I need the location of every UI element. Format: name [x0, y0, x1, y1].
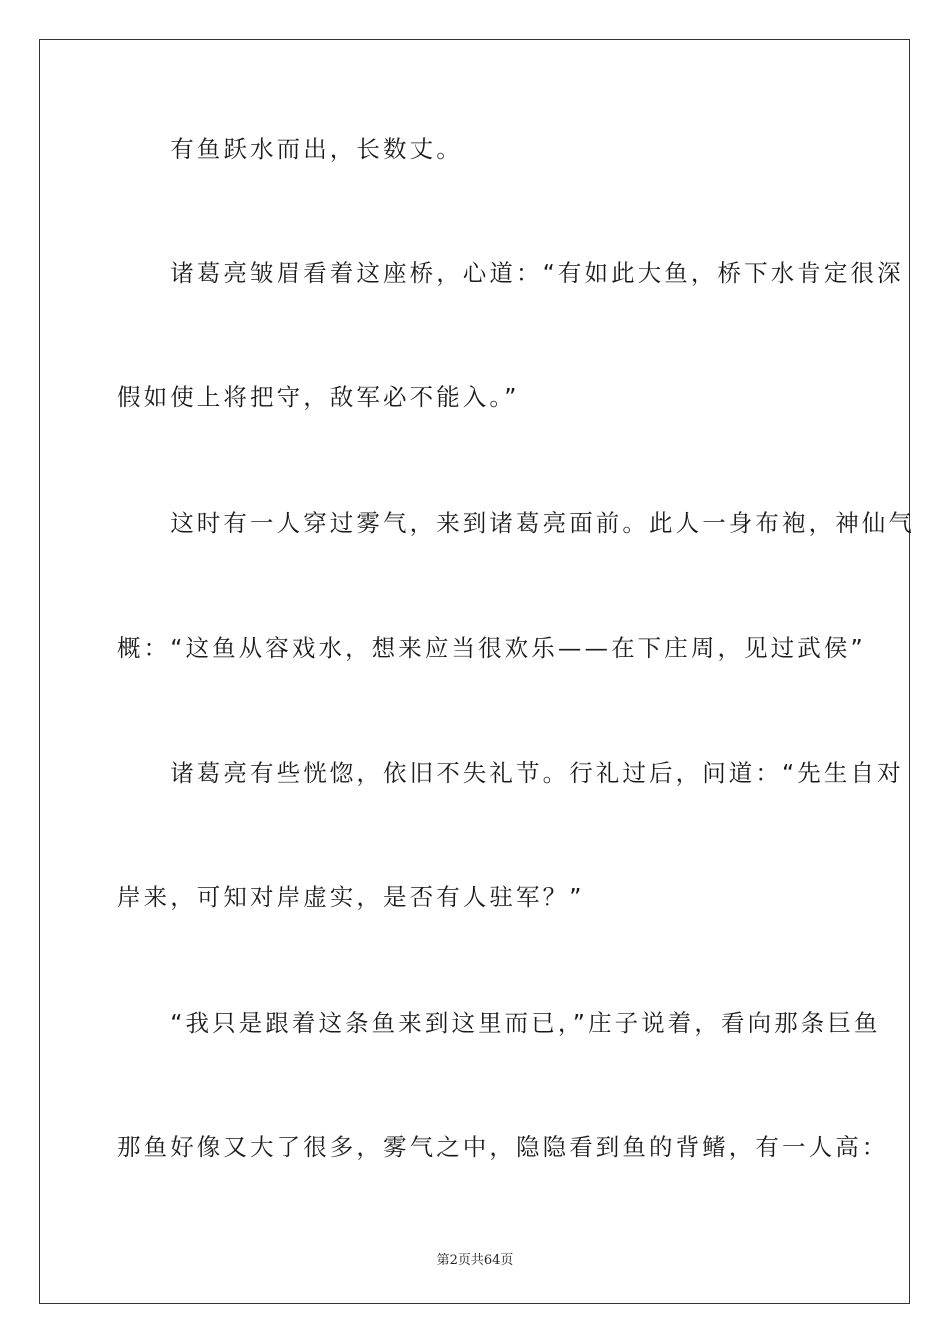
page-total: 共64页	[470, 1253, 514, 1268]
page-number: 第2页	[436, 1253, 471, 1268]
page-border	[39, 39, 910, 1304]
page-footer	[0, 1249, 950, 1268]
text-line-9: 那鱼好像又大了很多，雾气之中，隐隐看到鱼的背鳍，有一人高：	[117, 1133, 889, 1161]
text-line-3: 假如使上将把守，敌军必不能入。”	[117, 383, 520, 411]
text-line-7: 岸来，可知对岸虚实，是否有人驻军？”	[117, 883, 585, 911]
text-line-2: 诸葛亮皱眉看着这座桥，心道：“有如此大鱼，桥下水肯定很深	[117, 259, 904, 287]
text-line-5: 概：“这鱼从容戏水，想来应当很欢乐——在下庄周，见过武侯”	[117, 634, 866, 662]
text-line-4: 这时有一人穿过雾气，来到诸葛亮面前。此人一身布袍，神仙气	[117, 509, 915, 537]
text-line-8: “我只是跟着这条鱼来到这里而已，”庄子说着，看向那条巨鱼	[117, 1009, 881, 1037]
text-line-1: 有鱼跃水而出，长数丈。	[117, 135, 463, 163]
text-line-6: 诸葛亮有些恍惚，依旧不失礼节。行礼过后，问道：“先生自对	[117, 759, 904, 787]
